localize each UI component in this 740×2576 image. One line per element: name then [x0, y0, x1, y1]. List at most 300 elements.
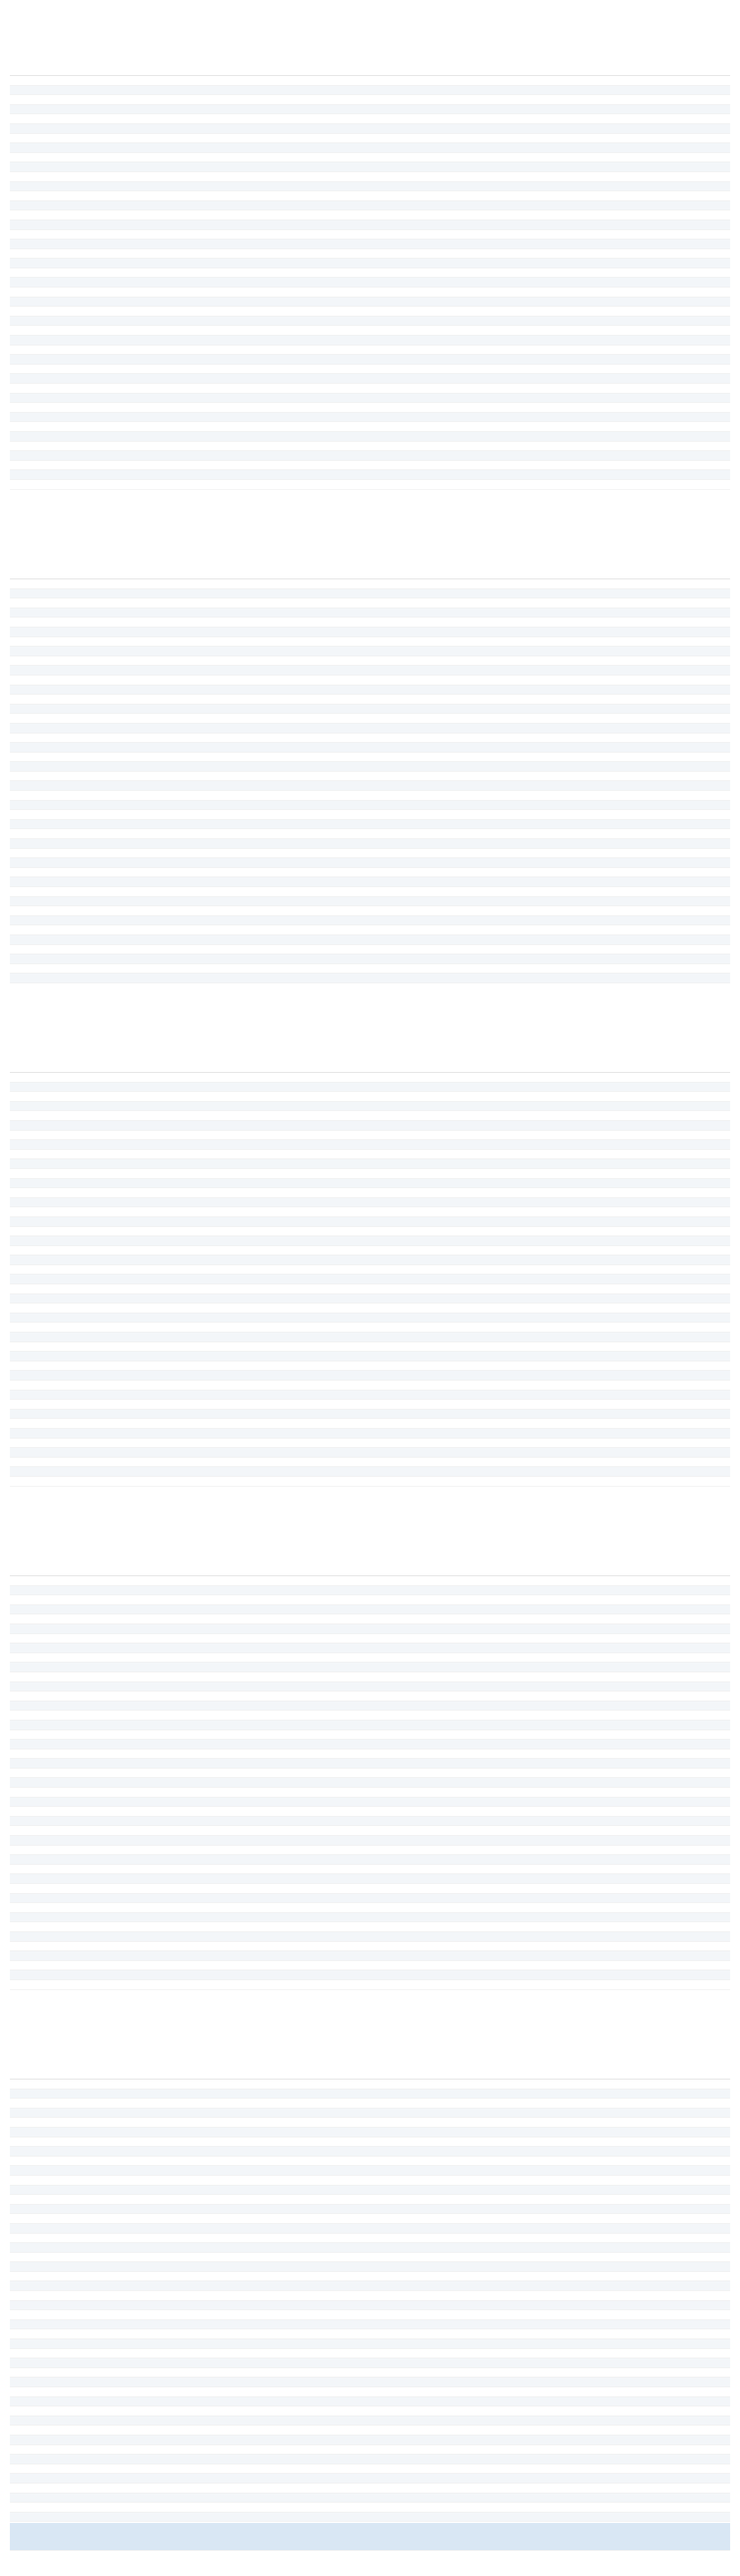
value-cell — [224, 627, 288, 637]
value-cell — [161, 345, 224, 355]
value-cell — [414, 239, 477, 249]
value-cell — [477, 867, 541, 877]
value-cell — [351, 2358, 414, 2368]
value-cell — [161, 451, 224, 461]
value-cell — [540, 2252, 604, 2262]
value-cell — [414, 1352, 477, 1361]
location-name-cell — [10, 1120, 161, 1130]
table-row — [10, 191, 730, 201]
value-cell — [604, 1149, 667, 1159]
value-cell — [667, 1188, 730, 1198]
value-cell — [224, 1749, 288, 1759]
value-cell — [667, 704, 730, 714]
table-row — [10, 287, 730, 297]
value-cell — [161, 839, 224, 849]
value-cell — [287, 441, 351, 451]
value-cell — [477, 1342, 541, 1352]
location-name-cell — [10, 355, 161, 365]
table-row — [10, 1284, 730, 1294]
value-cell — [477, 810, 541, 820]
location-name-cell — [10, 762, 161, 772]
header-row — [10, 2046, 730, 2079]
value-cell — [667, 2310, 730, 2320]
value-cell — [667, 2223, 730, 2233]
value-cell — [414, 1381, 477, 1390]
value-cell — [540, 171, 604, 181]
value-cell — [414, 1111, 477, 1121]
table-row — [10, 656, 730, 666]
value-cell — [161, 2512, 224, 2522]
value-cell — [540, 2454, 604, 2464]
value-cell — [161, 598, 224, 608]
value-cell — [161, 1922, 224, 1932]
value-cell — [287, 1797, 351, 1807]
value-cell — [667, 1159, 730, 1169]
value-cell — [604, 258, 667, 268]
value-cell — [351, 1912, 414, 1922]
value-cell — [477, 1371, 541, 1381]
value-cell — [540, 714, 604, 724]
value-cell — [477, 695, 541, 704]
value-cell — [414, 1284, 477, 1294]
value-cell — [161, 249, 224, 258]
value-cell — [161, 123, 224, 133]
value-cell — [351, 2089, 414, 2099]
value-cell — [287, 915, 351, 925]
value-cell — [414, 1682, 477, 1691]
value-cell — [224, 2127, 288, 2137]
value-cell — [540, 460, 604, 470]
value-cell — [351, 1188, 414, 1198]
value-cell — [351, 2079, 414, 2089]
value-cell — [224, 2166, 288, 2176]
value-cell — [161, 307, 224, 316]
value-cell — [161, 1159, 224, 1169]
value-cell — [477, 1400, 541, 1410]
location-name-cell — [10, 1845, 161, 1855]
value-cell — [604, 1604, 667, 1614]
value-cell — [287, 297, 351, 307]
location-name-cell — [10, 1188, 161, 1198]
value-cell — [161, 617, 224, 627]
table-row — [10, 1207, 730, 1217]
table-row — [10, 1130, 730, 1140]
table-row — [10, 2406, 730, 2416]
value-cell — [287, 2089, 351, 2099]
location-name-cell — [10, 752, 161, 762]
value-cell — [224, 1893, 288, 1903]
value-cell — [287, 2339, 351, 2349]
value-cell — [667, 307, 730, 316]
value-cell — [540, 229, 604, 239]
location-name-cell — [10, 1226, 161, 1236]
value-cell — [414, 451, 477, 461]
value-cell — [604, 1188, 667, 1198]
value-cell — [604, 2204, 667, 2214]
value-cell — [477, 2214, 541, 2224]
value-cell — [351, 2281, 414, 2291]
value-cell — [667, 441, 730, 451]
value-cell — [351, 781, 414, 791]
value-cell — [351, 1207, 414, 1217]
value-cell — [540, 1691, 604, 1701]
value-cell — [477, 1255, 541, 1265]
value-cell — [224, 2243, 288, 2253]
column-header — [287, 42, 351, 76]
value-cell — [414, 2281, 477, 2291]
table-row — [10, 1922, 730, 1932]
location-name-cell — [10, 704, 161, 714]
value-cell — [161, 297, 224, 307]
value-cell — [540, 1672, 604, 1682]
value-cell — [161, 220, 224, 229]
value-cell — [224, 1313, 288, 1323]
value-cell — [351, 2204, 414, 2214]
value-cell — [540, 1332, 604, 1342]
value-cell — [224, 143, 288, 153]
value-cell — [667, 1960, 730, 1970]
value-cell — [477, 2425, 541, 2435]
value-cell — [161, 1476, 224, 1486]
value-cell — [540, 345, 604, 355]
value-cell — [604, 656, 667, 666]
value-cell — [477, 1672, 541, 1682]
value-cell — [287, 2503, 351, 2512]
table-row — [10, 181, 730, 191]
value-cell — [604, 479, 667, 489]
value-cell — [351, 588, 414, 598]
value-cell — [287, 1361, 351, 1371]
value-cell — [477, 2099, 541, 2108]
value-cell — [667, 848, 730, 858]
table-row — [10, 268, 730, 278]
value-cell — [351, 1457, 414, 1467]
table-row — [10, 1457, 730, 1467]
value-cell — [287, 104, 351, 114]
table-row — [10, 1807, 730, 1817]
value-cell — [161, 403, 224, 413]
column-header — [604, 1542, 667, 1576]
table-row — [10, 1884, 730, 1894]
value-cell — [414, 1390, 477, 1400]
location-name-cell — [10, 1332, 161, 1342]
value-cell — [667, 1643, 730, 1653]
value-cell — [477, 1073, 541, 1083]
value-cell — [351, 2185, 414, 2195]
value-cell — [414, 1951, 477, 1961]
value-cell — [477, 1323, 541, 1332]
value-cell — [667, 1381, 730, 1390]
value-cell — [540, 2483, 604, 2493]
value-cell — [604, 2262, 667, 2272]
value-cell — [161, 2252, 224, 2262]
value-cell — [540, 422, 604, 432]
value-cell — [287, 1653, 351, 1662]
value-cell — [667, 76, 730, 86]
value-cell — [667, 685, 730, 695]
location-name-cell — [10, 152, 161, 162]
value-cell — [161, 2493, 224, 2503]
value-cell — [414, 1159, 477, 1169]
value-cell — [224, 579, 288, 589]
value-cell — [604, 819, 667, 829]
value-cell — [224, 470, 288, 480]
table-row — [10, 733, 730, 743]
value-cell — [414, 598, 477, 608]
value-cell — [224, 1226, 288, 1236]
value-cell — [540, 906, 604, 916]
value-cell — [224, 1236, 288, 1246]
value-cell — [414, 1168, 477, 1178]
table-row — [10, 479, 730, 489]
value-cell — [477, 1788, 541, 1798]
value-cell — [540, 384, 604, 394]
value-cell — [667, 104, 730, 114]
value-cell — [414, 1188, 477, 1198]
value-cell — [604, 2474, 667, 2483]
value-cell — [604, 1476, 667, 1486]
table-row — [10, 2252, 730, 2262]
value-cell — [604, 1140, 667, 1150]
value-cell — [351, 171, 414, 181]
value-cell — [351, 479, 414, 489]
value-cell — [351, 2291, 414, 2301]
value-cell — [604, 326, 667, 336]
column-header — [224, 545, 288, 579]
value-cell — [414, 906, 477, 916]
value-cell — [667, 2137, 730, 2147]
value-cell — [477, 76, 541, 86]
table-row — [10, 2204, 730, 2214]
value-cell — [477, 752, 541, 762]
table-row — [10, 2416, 730, 2425]
location-name-cell — [10, 2214, 161, 2224]
value-cell — [604, 210, 667, 220]
value-cell — [414, 403, 477, 413]
value-cell — [161, 1120, 224, 1130]
value-cell — [477, 1361, 541, 1371]
column-header — [10, 42, 161, 76]
value-cell — [667, 249, 730, 258]
value-cell — [477, 685, 541, 695]
value-cell — [477, 1245, 541, 1255]
value-cell — [667, 1352, 730, 1361]
value-cell — [667, 393, 730, 403]
value-cell — [351, 76, 414, 86]
value-cell — [161, 364, 224, 374]
value-cell — [287, 1390, 351, 1400]
value-cell — [351, 1653, 414, 1662]
value-cell — [414, 704, 477, 714]
value-cell — [224, 2185, 288, 2195]
location-name-cell — [10, 364, 161, 374]
value-cell — [604, 617, 667, 627]
table-row — [10, 704, 730, 714]
value-cell — [667, 877, 730, 887]
value-cell — [224, 2358, 288, 2368]
value-cell — [351, 412, 414, 422]
value-cell — [351, 364, 414, 374]
value-cell — [161, 2454, 224, 2464]
value-cell — [414, 162, 477, 172]
location-name-cell — [10, 954, 161, 964]
value-cell — [540, 114, 604, 124]
value-cell — [667, 973, 730, 983]
table-row — [10, 1604, 730, 1614]
value-cell — [667, 1797, 730, 1807]
value-cell — [161, 1874, 224, 1884]
value-cell — [667, 316, 730, 326]
value-cell — [667, 1467, 730, 1477]
value-cell — [287, 1903, 351, 1913]
value-cell — [477, 249, 541, 258]
value-cell — [161, 1807, 224, 1817]
value-cell — [224, 1826, 288, 1836]
value-cell — [667, 1111, 730, 1121]
value-cell — [604, 403, 667, 413]
value-cell — [161, 1149, 224, 1159]
value-cell — [161, 2396, 224, 2406]
value-cell — [604, 114, 667, 124]
value-cell — [351, 1576, 414, 1586]
value-cell — [224, 2435, 288, 2445]
value-cell — [414, 1371, 477, 1381]
value-cell — [414, 307, 477, 316]
value-cell — [540, 1111, 604, 1121]
table-row — [10, 915, 730, 925]
value-cell — [477, 1912, 541, 1922]
value-cell — [667, 1197, 730, 1207]
value-cell — [414, 2252, 477, 2262]
value-cell — [224, 685, 288, 695]
value-cell — [477, 171, 541, 181]
value-cell — [477, 2348, 541, 2358]
value-cell — [287, 1855, 351, 1865]
value-cell — [540, 915, 604, 925]
table-row — [10, 431, 730, 441]
value-cell — [477, 762, 541, 772]
location-name-cell — [10, 1749, 161, 1759]
value-cell — [540, 954, 604, 964]
value-cell — [540, 1960, 604, 1970]
value-cell — [351, 2243, 414, 2253]
value-cell — [477, 2175, 541, 2185]
table-row — [10, 2108, 730, 2118]
table-row — [10, 743, 730, 753]
value-cell — [667, 781, 730, 791]
value-cell — [224, 422, 288, 432]
value-cell — [161, 1691, 224, 1701]
value-cell — [477, 2281, 541, 2291]
value-cell — [477, 1467, 541, 1477]
value-cell — [667, 2396, 730, 2406]
value-cell — [161, 858, 224, 868]
value-cell — [667, 2291, 730, 2301]
table-row — [10, 374, 730, 384]
value-cell — [667, 1274, 730, 1284]
value-cell — [351, 858, 414, 868]
location-name-cell — [10, 1313, 161, 1323]
value-cell — [477, 1332, 541, 1342]
table-row — [10, 422, 730, 432]
value-cell — [667, 1168, 730, 1178]
value-cell — [477, 200, 541, 210]
value-cell — [287, 1130, 351, 1140]
value-cell — [351, 297, 414, 307]
value-cell — [667, 2262, 730, 2272]
value-cell — [604, 1768, 667, 1778]
location-name-cell — [10, 743, 161, 753]
value-cell — [287, 2319, 351, 2329]
value-cell — [287, 829, 351, 839]
value-cell — [287, 1951, 351, 1961]
column-header — [604, 545, 667, 579]
value-cell — [414, 1207, 477, 1217]
value-cell — [540, 316, 604, 326]
location-name-cell — [10, 2291, 161, 2301]
table-row — [10, 2425, 730, 2435]
value-cell — [667, 1130, 730, 1140]
table-row — [10, 695, 730, 704]
location-name-cell — [10, 964, 161, 973]
table-row — [10, 829, 730, 839]
value-cell — [224, 646, 288, 656]
value-cell — [161, 104, 224, 114]
value-cell — [287, 336, 351, 345]
value-cell — [161, 2204, 224, 2214]
table-row — [10, 1912, 730, 1922]
value-cell — [477, 1797, 541, 1807]
table-row — [10, 2358, 730, 2368]
table-row — [10, 2127, 730, 2137]
table-row — [10, 2147, 730, 2157]
value-cell — [161, 2291, 224, 2301]
value-cell — [161, 1332, 224, 1342]
value-cell — [477, 877, 541, 887]
value-cell — [540, 2185, 604, 2195]
value-cell — [224, 1361, 288, 1371]
value-cell — [667, 1614, 730, 1624]
value-cell — [477, 470, 541, 480]
location-name-cell — [10, 1960, 161, 1970]
value-cell — [161, 1759, 224, 1769]
value-cell — [287, 839, 351, 849]
table-row — [10, 1864, 730, 1874]
value-cell — [161, 1672, 224, 1682]
value-cell — [477, 2310, 541, 2320]
value-cell — [161, 915, 224, 925]
value-cell — [287, 1419, 351, 1429]
column-header — [161, 42, 224, 76]
value-cell — [604, 1178, 667, 1188]
value-cell — [540, 2118, 604, 2128]
table-row — [10, 1970, 730, 1980]
value-cell — [540, 1303, 604, 1313]
value-cell — [161, 200, 224, 210]
value-cell — [477, 393, 541, 403]
value-cell — [224, 1633, 288, 1643]
value-cell — [224, 1082, 288, 1092]
value-cell — [224, 810, 288, 820]
value-cell — [161, 1585, 224, 1595]
value-cell — [604, 1323, 667, 1332]
value-cell — [351, 1643, 414, 1653]
location-name-cell — [10, 2464, 161, 2474]
value-cell — [287, 1633, 351, 1643]
value-cell — [351, 2474, 414, 2483]
value-cell — [287, 268, 351, 278]
table-row — [10, 1643, 730, 1653]
